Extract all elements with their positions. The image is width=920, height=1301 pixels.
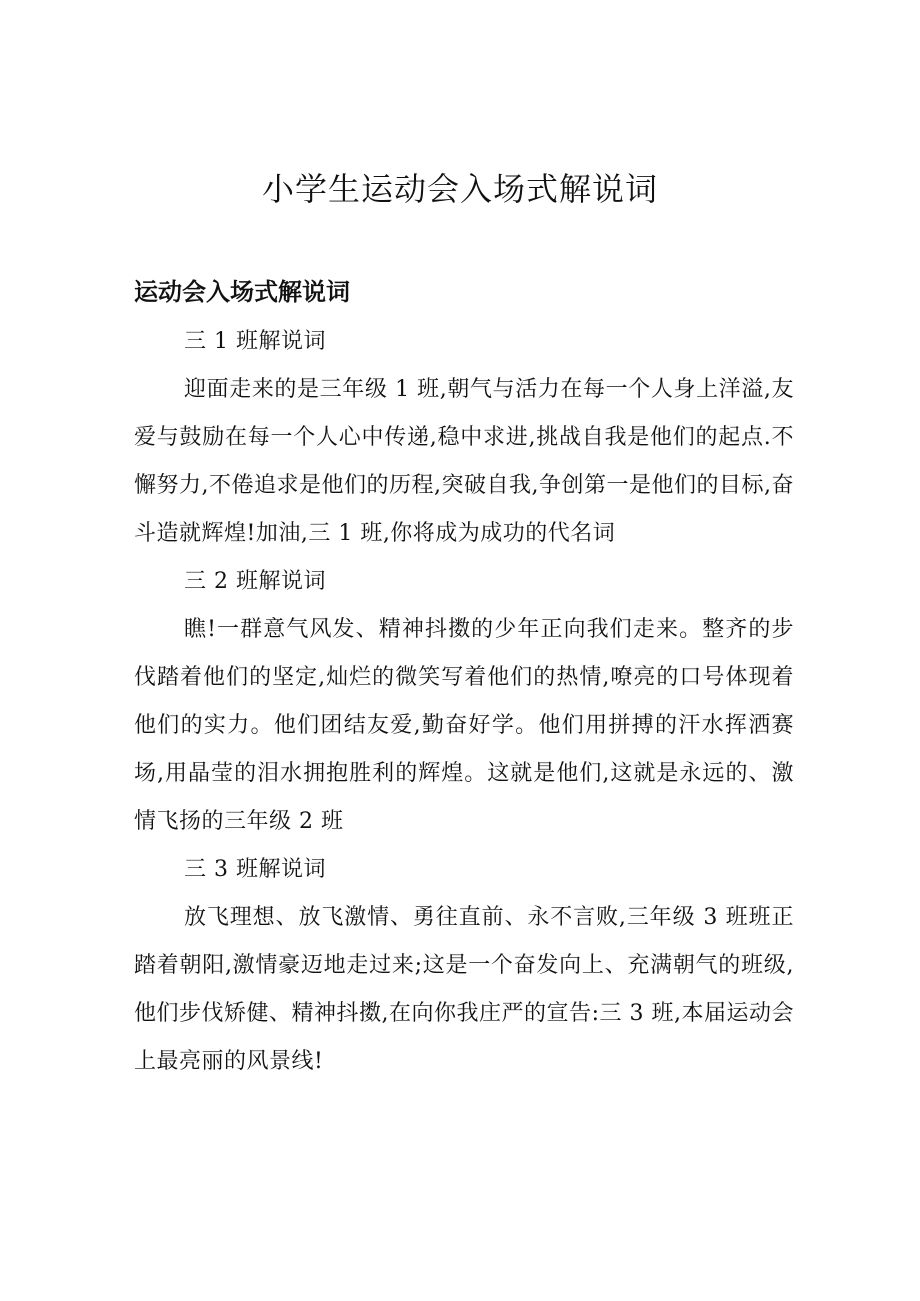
- class-1-paragraph: 迎面走来的是三年级 1 班,朝气与活力在每一个人身上洋溢,友爱与鼓励在每一个人心中传递,稳中求进,挑战自我是他们的起点.不懈努力,不倦追求是他们的历程,突破自我,争创第一是他们的目标,奋斗造就辉煌!加油,三 1 班,你将成为成功的代名词: [134, 377, 794, 546]
- document-title: 小学生运动会入场式解说词: [261, 170, 658, 208]
- class-3-paragraph: 放飞理想、放飞激情、勇往直前、永不言败,三年级 3 班班正踏着朝阳,激情豪迈地走过来;这是一个奋发向上、充满朝气的班级,他们步伐矫健、精神抖擞,在向你我庄严的宣告:三 3 班,本届运动会上最亮丽的风景线!: [134, 905, 794, 1074]
- section-heading: 运动会入场式解说词: [134, 278, 350, 306]
- class-2-heading: 三 2 班解说词: [184, 569, 326, 594]
- class-3-heading: 三 3 班解说词: [184, 857, 326, 882]
- class-2-paragraph: 瞧!一群意气风发、精神抖擞的少年正向我们走来。整齐的步伐踏着他们的坚定,灿烂的微笑写着他们的热情,嘹亮的口号体现着他们的实力。他们团结友爱,勤奋好学。他们用拼搏的汗水挥洒赛场,用晶莹的泪水拥抱胜利的辉煌。这就是他们,这就是永远的、激情飞扬的三年级 2 班: [134, 617, 794, 834]
- class-1-heading: 三 1 班解说词: [184, 329, 326, 354]
- document-body: [134, 318, 794, 1086]
